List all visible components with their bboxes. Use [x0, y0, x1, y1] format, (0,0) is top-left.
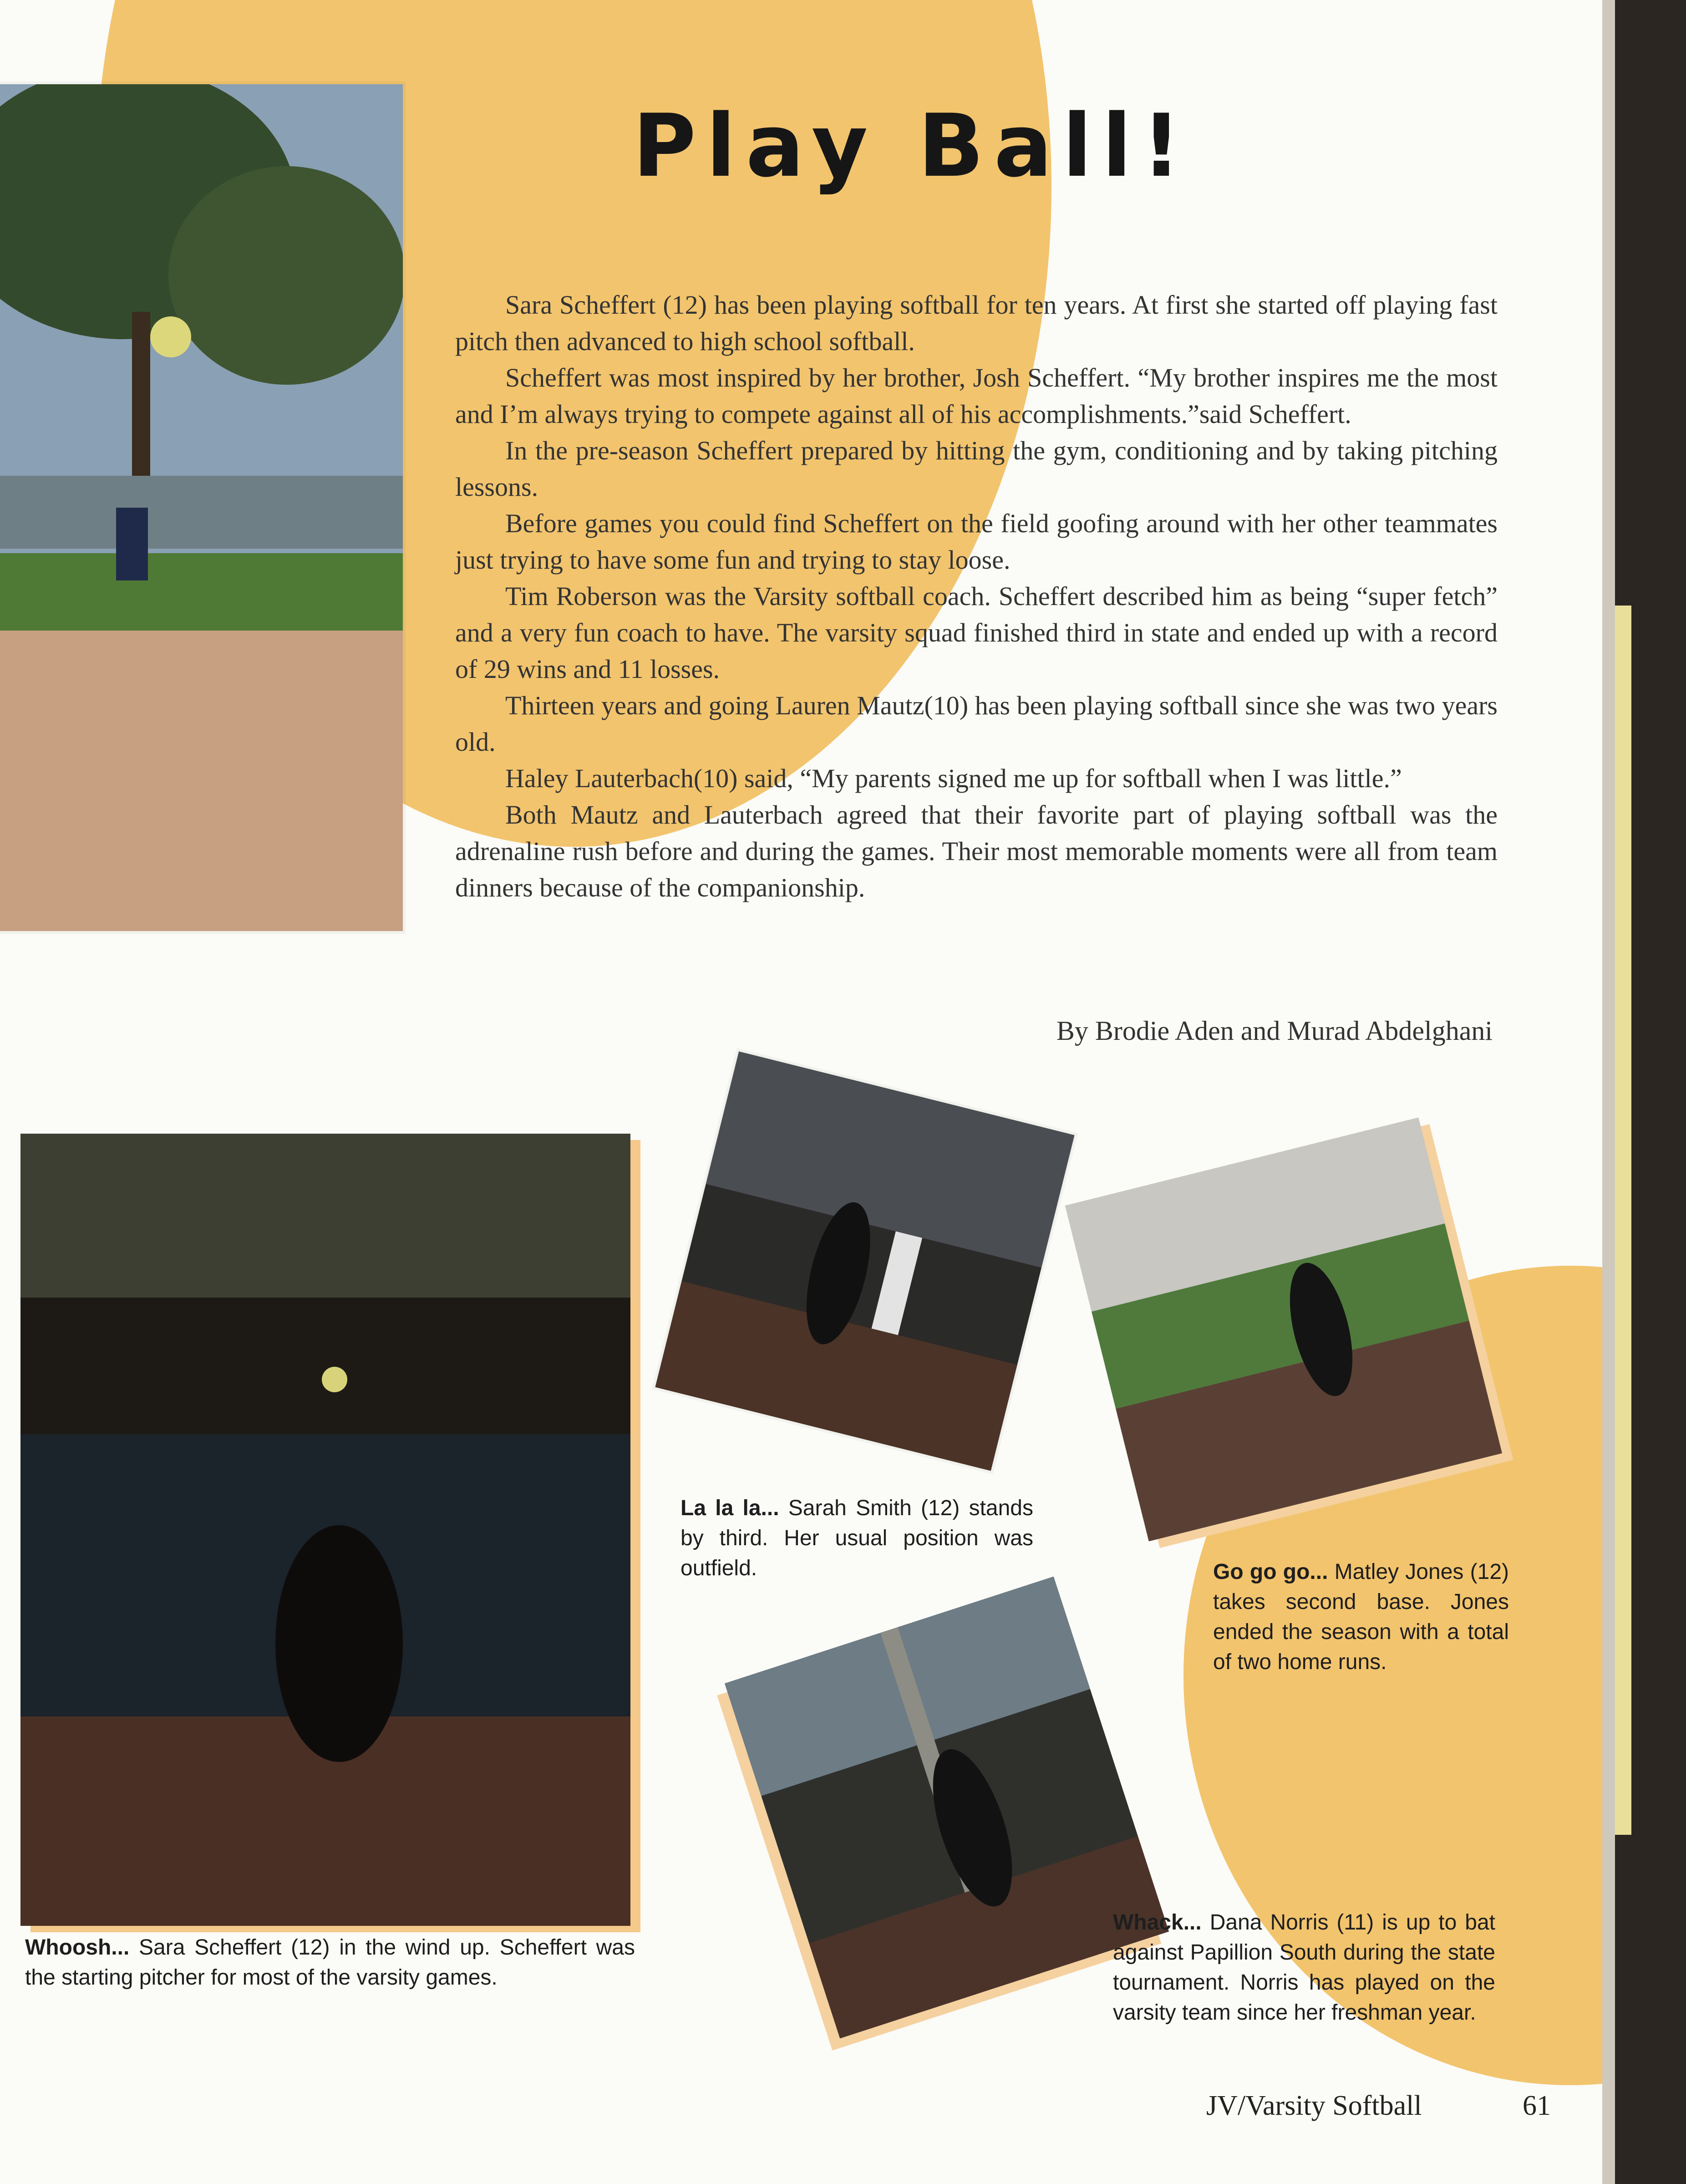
story-paragraph: Haley Lauterbach(10) said, “My parents signed me up for softball when I was little.” — [505, 764, 1402, 793]
story-body — [455, 287, 1498, 906]
caption-lead: Go go go... — [1213, 1560, 1328, 1584]
photo-batter-image — [725, 1577, 1169, 2039]
caption-text: Sarah Smith (12) stands by third. Her usual position was outfield. — [680, 1496, 1034, 1580]
caption-lead: Whoosh... — [25, 1935, 130, 1960]
caption-text: Sara Scheffert (12) in the wind up. Scheffert was the starting pitcher for most of the varsity games. — [25, 1935, 635, 1990]
page-title: Play Ball! — [633, 96, 1191, 196]
story-paragraph: Thirteen years and going Lauren Mautz(10) has been playing softball since she was two years old. — [455, 691, 1498, 757]
photo-batter — [725, 1577, 1169, 2039]
story-paragraph: Sara Scheffert (12) has been playing softball for ten years. At first she started off playing fast pitch then advanced to high school softball. — [455, 290, 1498, 356]
byline: By Brodie Aden and Murad Abdelghani — [1056, 1016, 1493, 1046]
page-edge — [1602, 0, 1615, 2184]
caption-lalala — [680, 1493, 1033, 1583]
story-paragraph: Scheffert was most inspired by her brother, Josh Scheffert. “My brother inspires me the most and I’m always trying to compete against all of his accomplishments.”said Scheffert. — [455, 363, 1498, 429]
caption-lead: La la la... — [680, 1496, 779, 1520]
page-tab — [1615, 606, 1631, 1835]
caption-text: Dana Norris (11) is up to bat against Papillion South during the state tournament. Norris has played on the varsity team since her freshman year. — [1113, 1910, 1495, 2025]
caption-text: Matley Jones (12) takes second base. Jones ended the season with a total of two home runs. — [1213, 1560, 1509, 1674]
photo-fielder — [0, 84, 403, 931]
caption-whoosh — [25, 1933, 635, 1993]
photo-pitcher — [20, 1134, 630, 1926]
story-paragraph: In the pre-season Scheffert prepared by hitting the gym, conditioning and by taking pitching lessons. — [455, 436, 1498, 502]
story-paragraph: Tim Roberson was the Varsity softball coach. Scheffert described him as being “super fetch” and a very fun coach to have. The varsity squad finished third in state and ended up with a record of 29 wins and 11 losses. — [455, 581, 1498, 684]
footer-section-name: JV/Varsity Softball — [1206, 2090, 1422, 2121]
caption-lead: Whack... — [1113, 1910, 1202, 1935]
photo-third-base-image — [655, 1051, 1074, 1471]
caption-gogogo — [1213, 1557, 1509, 1677]
story-paragraph: Both Mautz and Lauterbach agreed that their favorite part of playing softball was the adrenaline rush before and during the games. Their most memorable moments were all from team dinners because of the companionship. — [455, 800, 1498, 902]
caption-whack — [1113, 1908, 1495, 2028]
photo-pitcher-image — [20, 1134, 630, 1926]
photo-fielder-image — [0, 84, 403, 931]
page-number: 61 — [1523, 2090, 1551, 2121]
photo-third-base — [655, 1051, 1074, 1471]
story-paragraph: Before games you could find Scheffert on the field goofing around with her other teammates just trying to have some fun and trying to stay loose. — [455, 509, 1498, 575]
